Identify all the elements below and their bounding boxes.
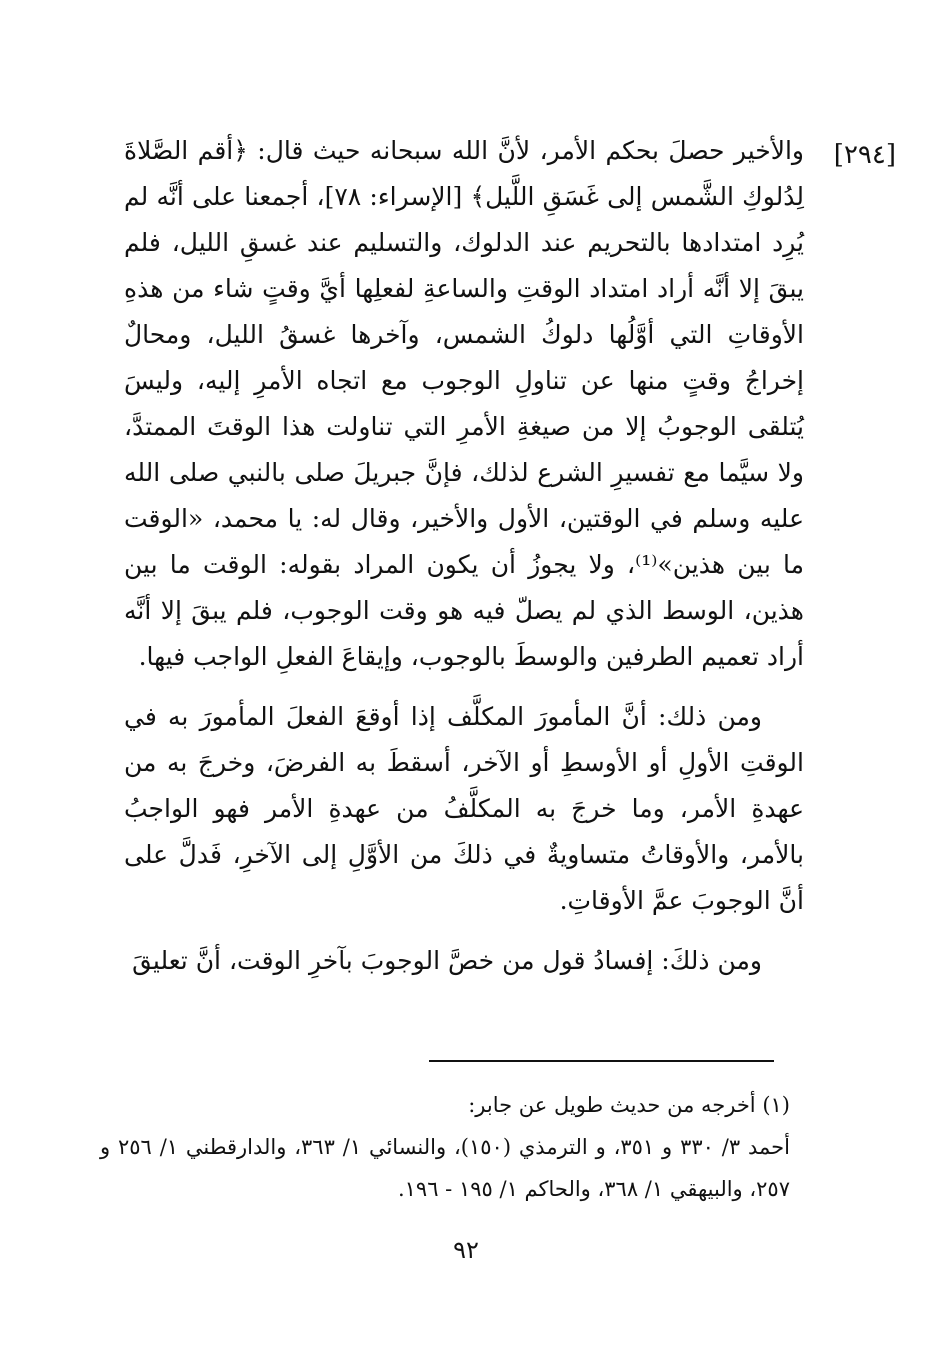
paragraph-2: ومن ذلك: أنَّ المأمورَ المكلَّف إذا أوقعَ الفعلَ المأمورَ به في الوقتِ الأولِ أو الأوسطِ أو الآخر، أسقطَ به الفرضَ، وخرجَ به من عهدةِ الأمر، وما خرجَ به المكلَّفُ من عهدةِ الأمر فهو الواجبُ بالأمر، والأوقاتُ متساويةٌ في ذلكَ من الأوَّلِ إلى الآخرِ، فَدلَّ على أنَّ الوجوبَ عمَّ الأوقاتِ. bbox=[124, 702, 804, 915]
paragraph-3: ومن ذلكَ: إفسادُ قول من خصَّ الوجوبَ بآخرِ الوقت، أنَّ تعليقَ bbox=[132, 946, 762, 975]
footnote-divider bbox=[429, 1060, 774, 1062]
footnotes bbox=[100, 1084, 790, 1210]
side-reference-number: [٢٩٤] bbox=[833, 140, 896, 170]
paragraph-1: والأخير حصلَ بحكم الأمر، لأنَّ الله سبحانه حيث قال: ﴿أقم الصَّلاةَ لِدُلوكِ الشَّمس إلى غَسَقِ اللَّيل﴾ [الإسراء: ٧٨]، أجمعنا على أنَّه لم يُرِد امتدادها بالتحريم عند الدلوك، والتسليم عند غسقِ الليل، فلم يبقَ إلا أنَّه أراد امتداد الوقتِ والساعةِ لفعلِها أيَّ وقتٍ شاء من هذهِ الأوقاتِ التي أوَّلُها دلوكُ الشمس، وآخرها غسقُ الليل، ومحالٌ إخراجُ وقتٍ منها عن تناولِ الوجوب مع اتجاه الأمرِ إليه، وليسَ يُتلقى الوجوبُ إلا من صيغةِ الأمرِ التي تناولت هذا الوقتَ الممتدَّ، ولا سيَّما مع تفسيرِ الشرع لذلك، فإنَّ جبريلَ صلى بالنبي صلى الله عليه وسلم في الوقتين، الأول والأخير، وقال له: يا محمد، «الوقت ما بين هذين»⁽¹⁾، ولا يجوزُ أن يكون المراد بقوله: الوقت ما بين هذين، الوسط الذي لم يصلّ فيه هو وقت الوجوب، فلم يبقَ إلا أنَّه أراد تعميم الطرفين والوسطَ بالوجوب، وإيقاعَ الفعلِ الواجب فيها. bbox=[124, 136, 804, 671]
footnote-1-heading: (١) أخرجه من حديث طويل عن جابر: bbox=[468, 1093, 790, 1117]
footnote-1-references: أحمد ٣/ ٣٣٠ و ٣٥١، و الترمذي (١٥٠)، والنسائي ١/ ٣٦٣، والدارقطني ١/ ٢٥٦ و ٢٥٧، والبيهقي ١/ ٣٦٨، والحاكم ١/ ١٩٥ - ١٩٦. bbox=[100, 1135, 790, 1201]
main-text bbox=[124, 128, 804, 998]
page-number: ٩٢ bbox=[453, 1236, 479, 1264]
